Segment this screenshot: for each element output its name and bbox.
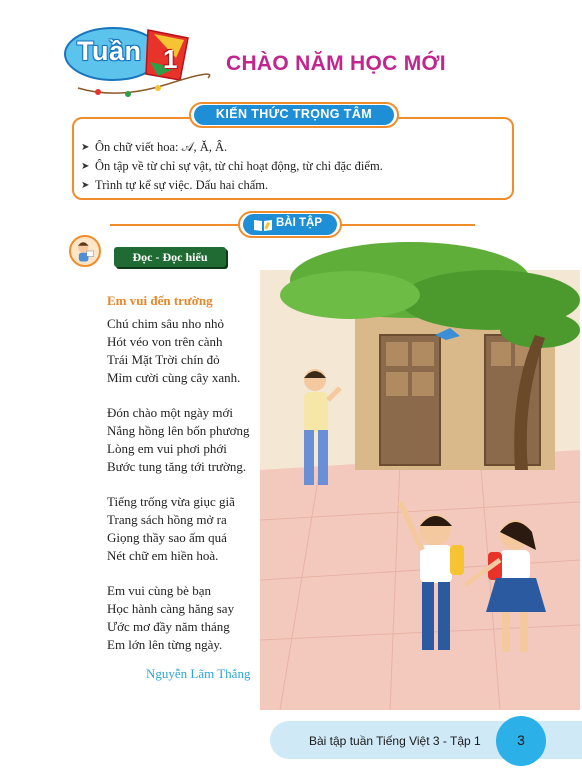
exercise-title: BÀI TẬP bbox=[276, 217, 322, 229]
poem-title: Em vui đến trường bbox=[107, 293, 213, 308]
poem-line: Trang sách hồng mở ra bbox=[107, 512, 227, 527]
divider-line bbox=[110, 224, 240, 226]
page-number: 3 bbox=[517, 732, 525, 748]
knowledge-item: Ôn chữ viết hoa: 𝒜, Ă, Â. bbox=[95, 140, 228, 154]
book-pencil-icon bbox=[253, 218, 273, 232]
poem-line: Hót véo von trên cành bbox=[107, 334, 223, 349]
knowledge-title: KIẾN THỨC TRỌNG TÂM bbox=[215, 107, 373, 121]
week-label: Tuần bbox=[77, 36, 142, 66]
poem-line: Chú chim sâu nho nhỏ bbox=[107, 316, 224, 331]
poem-line: Ước mơ đầy năm tháng bbox=[107, 619, 230, 634]
week-number: 1 bbox=[163, 44, 178, 74]
poem-line: Em lớn lên từng ngày. bbox=[107, 637, 223, 652]
divider-line bbox=[340, 224, 475, 226]
section-label: Đọc - Đọc hiểu bbox=[132, 250, 208, 264]
poem-line: Nét chữ em hiền hoà. bbox=[107, 548, 219, 563]
poem-line: Em vui cùng bè bạn bbox=[107, 583, 211, 598]
school-scene-illustration bbox=[260, 240, 580, 710]
poem-line: Đón chào một ngày mới bbox=[107, 405, 234, 420]
knowledge-item: Ôn tập về từ chỉ sự vật, từ chỉ hoạt động, từ chỉ đặc điểm. bbox=[95, 159, 383, 173]
knowledge-item: Trình tự kể sự việc. Dấu hai chấm. bbox=[95, 178, 269, 192]
bullet-arrow-icon: ➤ bbox=[81, 142, 90, 153]
poem-line: Mỉm cười cùng cây xanh. bbox=[107, 370, 241, 385]
poem-line: Nắng hồng lên bốn phương bbox=[107, 423, 250, 438]
reader-avatar bbox=[69, 235, 101, 267]
poem-author: Nguyễn Lãm Thắng bbox=[146, 666, 251, 681]
poem-line: Tiếng trống vừa giục giã bbox=[107, 494, 235, 509]
poem-line: Trái Mặt Trời chín đỏ bbox=[107, 352, 220, 367]
lesson-title: CHÀO NĂM HỌC MỚI bbox=[226, 52, 446, 75]
poem-line: Học hành càng hăng say bbox=[107, 601, 235, 616]
bullet-arrow-icon: ➤ bbox=[81, 180, 90, 191]
bullet-arrow-icon: ➤ bbox=[81, 161, 90, 172]
poem-line: Giọng thầy sao ấm quá bbox=[107, 530, 227, 545]
poem-line: Bước tung tăng tới trường. bbox=[107, 459, 247, 474]
poem-line: Lòng em vui phơi phới bbox=[107, 441, 227, 456]
footer-book-title: Bài tập tuần Tiếng Việt 3 - Tập 1 bbox=[309, 734, 481, 748]
